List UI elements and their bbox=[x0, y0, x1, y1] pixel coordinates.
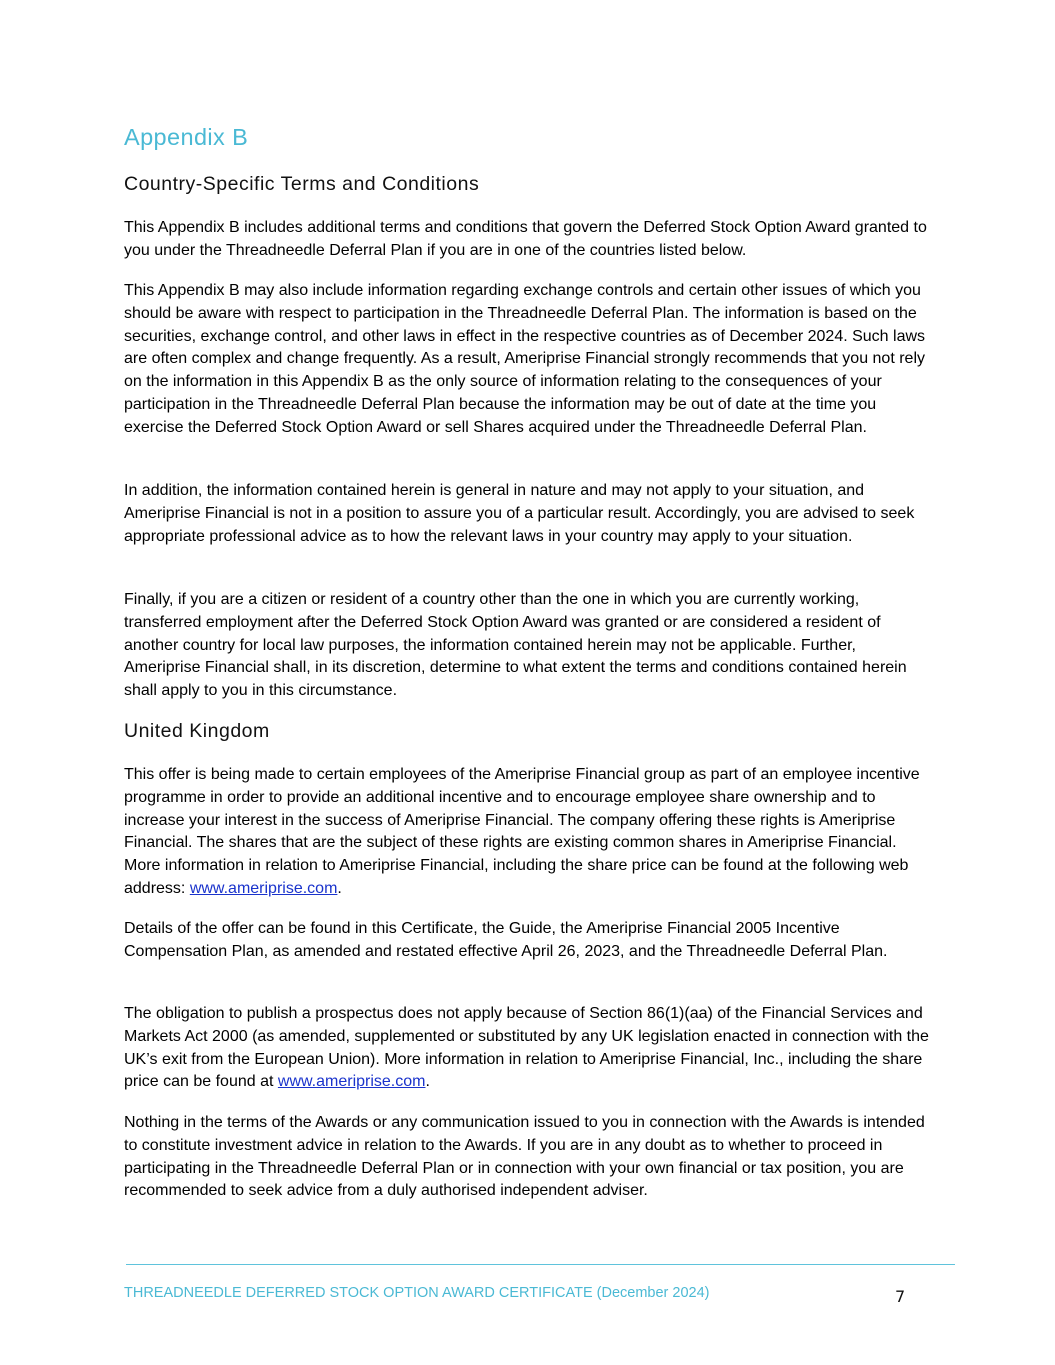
paragraph-appendix-intro: This Appendix B includes additional terms and conditions that govern the Deferred Stock Option Award granted to you under the Threadneedle Deferral Plan if you are in one of the countries listed below. bbox=[124, 219, 927, 259]
paragraph-general-nature: In addition, the information contained herein is general in nature and may not apply to your situation, and Ameriprise Financial is not in a position to assure you of a particular result. Accordingly, you are advised to seek appropriate professional advice as to how the relevant laws in your country may apply to your situation. bbox=[124, 482, 915, 545]
footer-title: THREADNEEDLE DEFERRED STOCK OPTION AWARD CERTIFICATE (December 2024) bbox=[124, 1285, 710, 1301]
appendix-title: Appendix B bbox=[124, 124, 249, 150]
footer-divider bbox=[126, 1264, 955, 1265]
united-kingdom-heading: United Kingdom bbox=[124, 720, 270, 742]
paragraph-prospectus bbox=[124, 1003, 934, 1094]
paragraph-prospectus-end: . bbox=[425, 1073, 430, 1091]
ameriprise-link[interactable]: www.ameriprise.com bbox=[277, 1073, 426, 1091]
paragraph-exchange-controls: This Appendix B may also include information regarding exchange controls and certain other issues of which you should be aware with respect to participation in the Threadneedle Deferral Plan. The information is based on the securities, exchange control, and other laws in effect in the respective countries as of December 2024. Such laws are often complex and change frequently. As a result, Ameriprise Financial strongly recommends that you not rely on the information in this Appendix B as the only source of information relating to the consequences of your participation in the Threadneedle Deferral Plan because the information may be out of date at the time you exercise the Deferred Stock Option Award or sell Shares acquired under the Threadneedle Deferral Plan. bbox=[124, 282, 926, 436]
paragraph-prospectus-text: The obligation to publish a prospectus does not apply because of Section 86(1)(aa) of the Financial Services and Markets Act 2000 (as amended, supplemented or substituted by any UK legislation enacted in connection with the UK’s exit from the European Union). More information in relation to Ameriprise Financial, Inc., including the share price can be found at bbox=[124, 1005, 929, 1091]
paragraph-citizen-resident: Finally, if you are a citizen or resident of a country other than the one in which you are currently working, transferred employment after the Deferred Stock Option Award was granted or are considered a resident of another country for local law purposes, the information contained herein may not be applicable. Further, Ameriprise Financial shall, in its discretion, determine to what extent the terms and conditions contained herein shall apply to you in this circumstance. bbox=[124, 591, 907, 700]
paragraph-uk-offer-text: This offer is being made to certain employees of the Ameriprise Financial group as part of an employee incentive programme in order to provide an additional incentive and to encourage employee share ownership and to increase your interest in the success of Ameriprise Financial. The company offering these rights is Ameriprise Financial. The shares that are the subject of these rights are existing common shares in Ameriprise Financial. More information in relation to Ameriprise Financial, including the share price can be found at the following web address: bbox=[124, 766, 920, 897]
page-number: 7 bbox=[895, 1287, 906, 1306]
country-specific-terms-heading: Country-Specific Terms and Conditions bbox=[124, 173, 480, 195]
ameriprise-link[interactable]: www.ameriprise.com bbox=[189, 879, 338, 897]
paragraph-uk-offer-end: . bbox=[337, 879, 342, 897]
paragraph-uk-offer bbox=[124, 764, 934, 901]
paragraph-offer-details: Details of the offer can be found in this Certificate, the Guide, the Ameriprise Financial 2005 Incentive Compensation Plan, as amended and restated effective April 26, 2023, and the Threadneedle Deferral Plan. bbox=[124, 920, 888, 960]
paragraph-investment-advice: Nothing in the terms of the Awards or any communication issued to you in connection with the Awards is intended to constitute investment advice in relation to the Awards. If you are in any doubt as to whether to proceed in participating in the Threadneedle Deferral Plan or in connection with your own financial or tax position, you are recommended to seek advice from a duly authorised independent adviser. bbox=[124, 1114, 925, 1200]
